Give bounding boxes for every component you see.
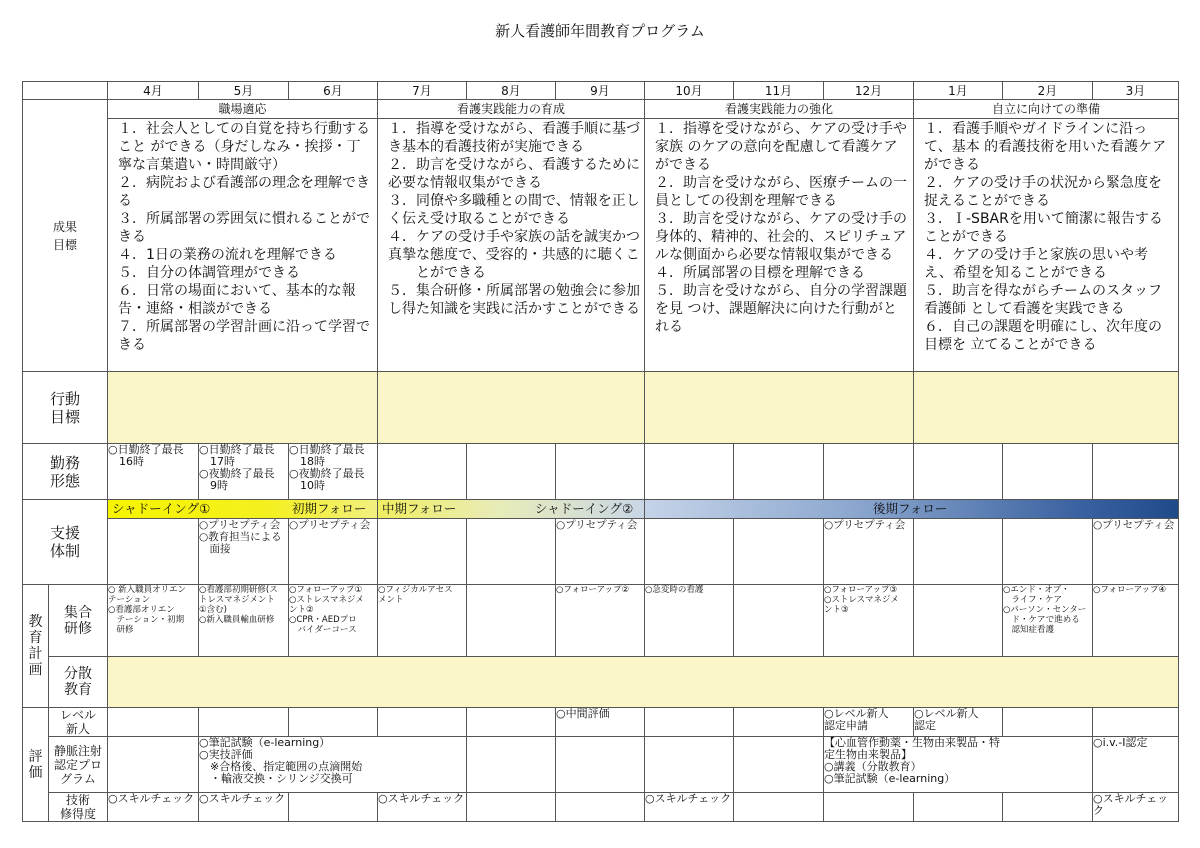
level-row [23,708,1179,737]
level-dec: ○レベル新人 認定申請 [824,708,914,737]
koki-label: 後期フォロー [873,501,948,516]
support-mar: ○プリセプティ会 [1093,519,1179,585]
month-mar: 3月 [1093,82,1179,100]
support-row [23,519,1179,585]
month-oct: 10月 [645,82,734,100]
month-may: 5月 [199,82,289,100]
phase-row [23,100,1179,119]
shugo-jun: ○フォローアップ① ○ストレスマネジメ ント② ○CPR・AEDプロ バイダーコース [289,585,378,657]
support-jun: ○プリセプティ会 [289,519,378,585]
shugo-mar: ○フォローアップ④ [1093,585,1179,657]
program-table [22,81,1179,822]
kinmu-apr: ○日勤終了最長 16時 [108,444,199,500]
month-aug: 8月 [467,82,556,100]
gijutsu-may: ○スキルチェック [199,793,289,822]
koki-follow-bar [645,500,1178,518]
month-header-row [23,82,1179,100]
shoki-follow-bar [108,500,377,518]
month-sep: 9月 [556,82,645,100]
bunsan-label: 分散 教育 [49,657,108,708]
hyoka-label: 評 価 [23,708,49,822]
joumyaku-label: 静脈注射 認定プロ グラム [49,737,108,793]
joumyaku-dec: 【心血管作動薬・生物由来製品・特 定生物由来製品】 ○講義（分散教育） ○筆記試験（e-learning） [824,737,1093,793]
joumyaku-may: ○筆記試験（e-learning） ○実技評価 ※合格後、指定範囲の点滴開始 ・輸液交換・シリンジ交換可 [199,737,467,793]
kinmu-row [23,444,1179,500]
bunsan-row [23,657,1179,708]
level-jan: ○レベル新人 認定 [914,708,1003,737]
page-title: 新人看護師年間教育プログラム [495,22,705,40]
kodo-label: 行動 目標 [23,372,108,444]
joumyaku-mar: ○i.v.-Ⅰ認定 [1093,737,1179,793]
gijutsu-label: 技術 修得度 [49,793,108,822]
shugo-feb: ○エンド・オブ・ ライフ・ケア ○パーソン・センター ド・ケアで進める 認知症看護 [1003,585,1093,657]
kodo-cell-3 [645,372,914,444]
goal-row [23,119,1179,372]
shien-label: 支援 体制 [23,500,108,585]
month-jul: 7月 [378,82,467,100]
gijutsu-oct: ○スキルチェック [645,793,734,822]
seika-label: 成果 目標 [23,100,108,372]
phase-1: 職場適応 [108,100,378,119]
kodo-cell-2 [378,372,645,444]
month-jun: 6月 [289,82,378,100]
goal-text-1: １．社会人としての自覚を持ち行動すること ができる（身だしなみ・挨拶・丁寧な言葉遣い・時間厳守） ２．病院および看護部の理念を理解できる ３．所属部署の雰囲気に慣れることができる ４．1日の業務の流れを理解できる ５．自分の体調管理ができる ６．日常の場面において、基本的な報告・連絡・相談ができる ７．所属部署の学習計画に沿って学習できる [118,121,370,353]
bunsan-cell [108,657,1179,708]
joumyaku-row [23,737,1179,793]
month-nov: 11月 [734,82,824,100]
goal-text-4: １．看護手順やガイドラインに沿って、基本 的看護技術を用いた看護ケアができる ２．ケアの受け手の状況から緊急度を捉えることができる ３．Ｉ-SBARを用いて簡潔に報告することができる ４．ケアの受け手と家族の思いや考え、希望を知ることができる ５．助言を得ながらチームのスタッフ看護師 として看護を実践できる ６．自己の課題を明確にし、次年度の目標を 立てることができる [924,121,1167,353]
month-dec: 12月 [824,82,914,100]
support-sep: ○プリセプティ会 [556,519,645,585]
shoki-label: 初期フォロー [292,501,367,516]
shugo-may: ○看護部初期研修(ス トレスマネジメント ①含む) ○新入職員輸血研修 [199,585,289,657]
kinmu-may: ○日勤終了最長 17時 ○夜勤終了最長 9時 [199,444,289,500]
kodo-cell-1 [108,372,378,444]
chuki-follow-bar [378,500,644,518]
level-sep: ○中間評価 [556,708,645,737]
shugo-sep: ○フォローアップ② [556,585,645,657]
shugo-oct: ○急変時の看護 [645,585,734,657]
kodo-cell-4 [914,372,1179,444]
shugo-jul: ○フィジカルアセス メント [378,585,467,657]
gijutsu-jul: ○スキルチェック [378,793,467,822]
kinmu-label: 勤務 形態 [23,444,108,500]
support-may: ○プリセプティ会 ○教育担当による 面接 [199,519,289,585]
chuki-label: 中期フォロー [382,501,457,516]
gijutsu-mar: ○スキルチェック [1093,793,1179,822]
level-label: レベル 新人 [49,708,108,737]
kinmu-jun: ○日勤終了最長 18時 ○夜勤終了最長 10時 [289,444,378,500]
shugo-apr: ○ 新入職員オリエン テーション ○看護部オリエン テーション・初期 研修 [108,585,199,657]
phase-3: 看護実践能力の強化 [645,100,914,119]
shugo-dec: ○フォローアップ③ ○ストレスマネジメ ント③ [824,585,914,657]
shadowing1-label: シャドーイング① [112,501,211,516]
goal-text-3: １．指導を受けながら、ケアの受け手や家族 のケアの意向を配慮して看護ケアができる ２．助言を受けながら、医療チームの一員としての役割を理解できる ３．助言を受けながら、ケアの受け手の身体的、精神的、社会的、スピリチュアルな側面から必要な情報収集ができる ４．所属部署の目標を理解できる ５．助言を受けながら、自分の学習課題を見 つけ、課題解決に向けた行動がとれる [655,121,907,335]
month-apr: 4月 [108,82,199,100]
gijutsu-row [23,793,1179,822]
shugo-row [23,585,1179,657]
gijutsu-apr: ○スキルチェック [108,793,199,822]
shugo-label: 集合 研修 [49,585,108,657]
support-bar-row [23,500,1179,519]
phase-4: 自立に向けての準備 [914,100,1179,119]
kyoiku-label: 教 育 計 画 [23,585,49,708]
shadowing2-label: シャドーイング② [535,501,634,516]
phase-2: 看護実践能力の育成 [378,100,645,119]
month-jan: 1月 [914,82,1003,100]
month-feb: 2月 [1003,82,1093,100]
goal-text-2: １．指導を受けながら、看護手順に基づき基本的看護技術が実施できる ２．助言を受けながら、看護するために必要な情報収集ができる ３．同僚や多職種との間で、情報を正しく伝え受け取ることができる ４．ケアの受け手や家族の話を誠実かつ真摯な態度で、受容的・共感的に聴くこ とができる ５．集合研修・所属部署の勉強会に参加し得た知識を実践に活かすことができる [388,121,640,317]
corner-cell [23,82,108,100]
kodo-row [23,372,1179,444]
support-dec: ○プリセプティ会 [824,519,914,585]
